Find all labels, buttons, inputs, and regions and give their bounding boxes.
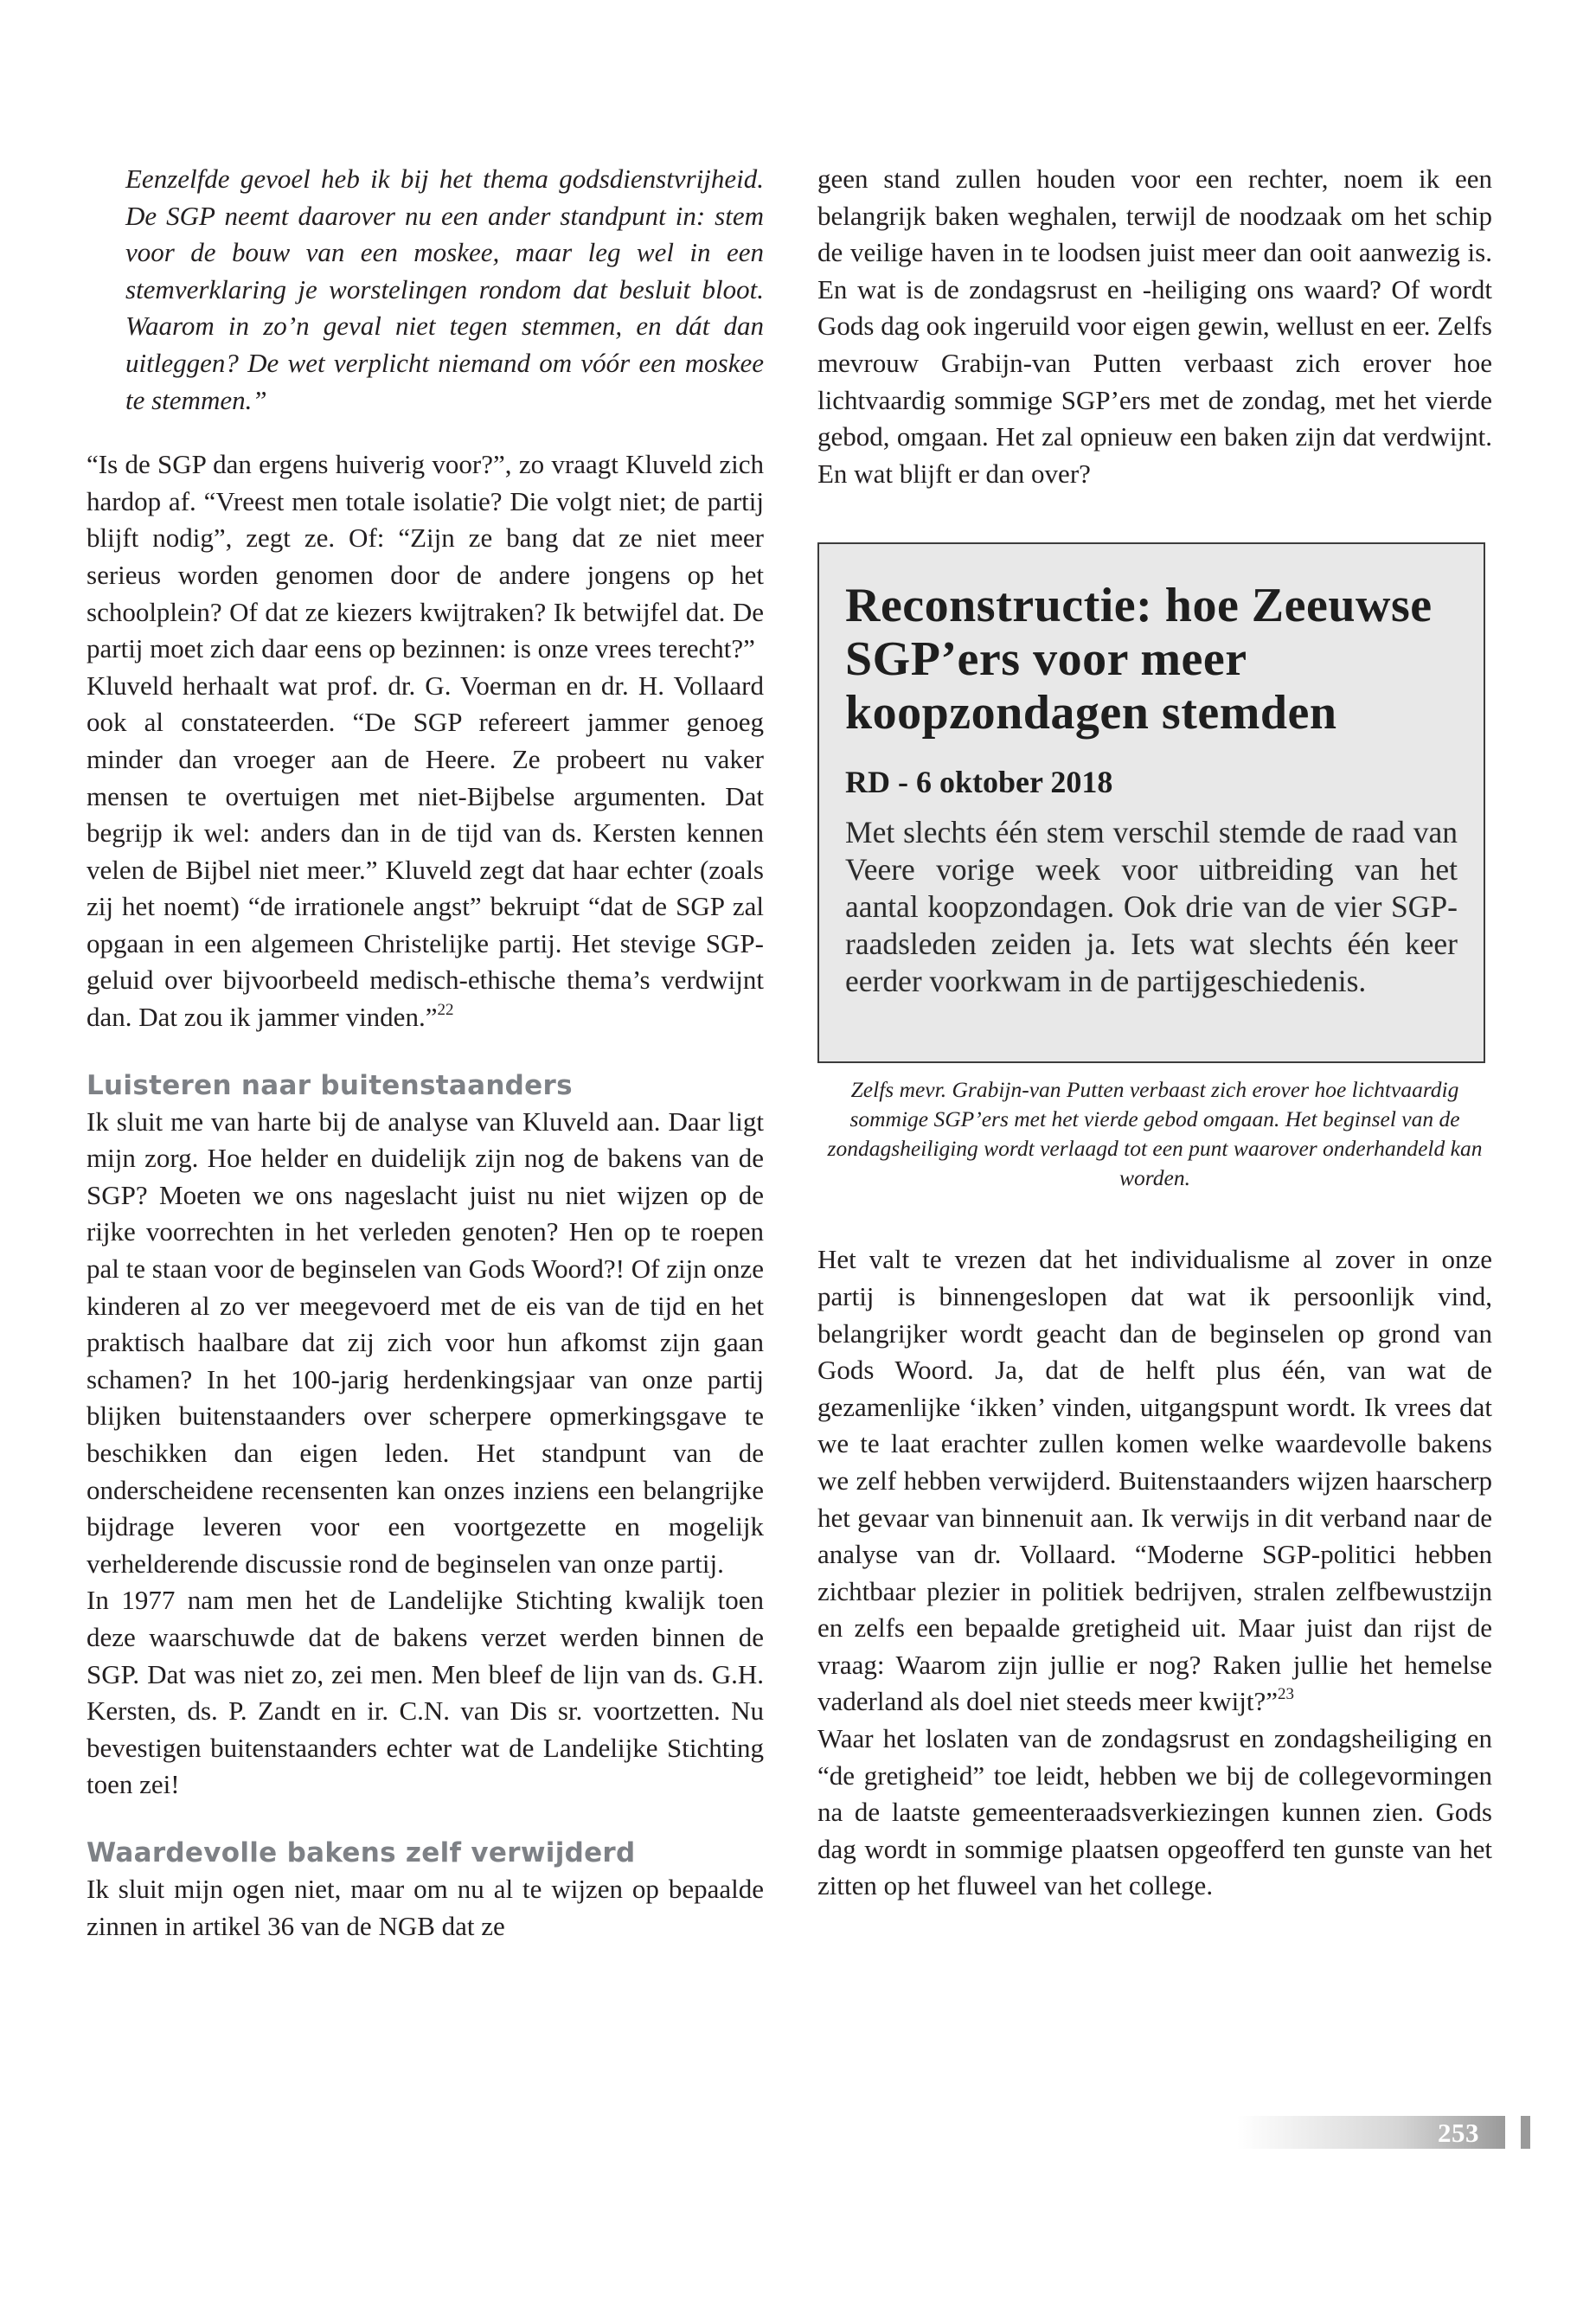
paragraph: “Is de SGP dan ergens huiverig voor?”, zo vraagt Kluveld zich hardop af. “Vreest men totale isolatie? Die volgt niet; de partij blijft nodig”, zegt ze. Of: “Zijn ze bang dat ze niet meer serieus worden genomen door de andere jongens op het schoolplein? Of dat ze kiezers kwijtraken? Ik betwijfel dat. De partij moet zich daar eens op bezinnen: is onze vrees terecht?” [87,449,764,664]
footer-bar [1521,2116,1530,2149]
right-column [817,161,1492,1905]
paragraph: Ik sluit me van harte bij de analyse van Kluveld aan. Daar ligt mijn zorg. Hoe helder en duidelijk zijn nog de bakens van de SGP? Moeten we ons nageslacht juist nu niet wijzen op de rijke voorrechten in het verleden genoten? Hen op te roepen pal te staan voor de beginselen van Gods Woord?! Of zijn onze kinderen al zo ver meegevoerd met de eis van de tijd en het praktisch haalbare dat zij zich voor hun afkomst zijn gaan schamen? In het 100-jarig herdenkingsjaar van onze partij blijken buitenstaanders over scherpere opmerkingsgave te beschikken dan eigen leden. Het standpunt van de onderscheidene recensenten kan onzes inziens een belangrijke bijdrage leveren voor een voortgezette en mogelijk verhelderende discussie rond de beginselen van onze partij. [87,1106,764,1579]
clipping-source: RD - 6 oktober 2018 [845,765,1113,800]
clipping-caption: Zelfs mevr. Grabijn-van Putten verbaast zich erover hoe lichtvaardig sommige SGP’ers met het vierde gebod omgaan. Het beginsel van de zondagsheiliging wordt verlaagd tot een punt waarover onderhandeld kan worden. [827,1077,1483,1191]
paragraph-text: Het valt te vrezen dat het individualisme al zover in onze partij is binnengeslopen dat wat ik persoonlijk vind, belangrijker wordt geacht dan de beginselen op grond van Gods Woord. Ja, dat de helft plus één, van wat de gezamenlijke ‘ikken’ vinden, uitgangspunt wordt. Ik vrees dat we te laat erachter zullen komen welke waardevolle bakens we zelf hebben verwijderd. Buitenstaanders wijzen haarscherp het gevaar van binnenuit aan. Ik verwijs in dit verband naar de analyse van dr. Vollaard. “Moderne SGP-politici hebben zichtbaar plezier in politiek bedrijven, stralen zelfbewustzijn en zelfs een bepaalde gretigheid uit. Maar juist dan rijst de vraag: Waarom zijn jullie er nog? Raken jullie het hemelse vaderland als doel niet steeds meer kwijt?” [817,1244,1492,1717]
page-footer [1237,2116,1505,2149]
footnote-marker: 22 [437,1001,454,1020]
paragraph: geen stand zullen houden voor een rechter, noem ik een belangrijk baken weghalen, terwijl de noodzaak om het schip de veilige haven in te loodsen juist meer dan ooit aanwezig is. En wat is de zondagsrust en -heiliging ons waard? Of wordt Gods dag ook ingeruild voor eigen gewin, wellust en eer. Zelfs mevrouw Grabijn-van Putten verbaast zich erover hoe lichtvaardig sommige SGP’ers met de zondag, met het vierde gebod, omgaan. Het zal opnieuw een baken zijn dat verdwijnt. En wat blijft er dan over? [817,163,1492,489]
section-heading: Luisteren naar buitenstaanders [87,1069,573,1101]
paragraph [817,1241,1492,1721]
section-heading: Waardevolle bakens zelf verwijderd [87,1836,636,1868]
footnote-marker: 23 [1277,1685,1294,1704]
page-number: 253 [1438,2118,1479,2148]
paragraph-text: Kluveld herhaalt wat prof. dr. G. Voerman en dr. H. Vollaard ook al constateerden. “De SGP refereert jammer genoeg minder dan vroeger aan de Heere. Ze probeert nu vaker mensen te overtuigen met niet-Bijbelse argumenten. Dat begrijp ik wel: anders dan in de tijd van ds. Kersten kennen velen de Bijbel niet meer.” Kluveld zegt dat haar echter (zoals zij het noemt) “de irrationele angst” bekruipt “dat de SGP zal opgaan in een algemeen Christelijke partij. Het stevige SGP-geluid over bijvoorbeeld medisch-ethische thema’s verdwijnt dan. Dat zou ik jammer vinden.” [87,670,764,1033]
indented-quote: Eenzelfde gevoel heb ik bij het thema godsdienstvrijheid. De SGP neemt daarover nu een ander standpunt in: stem voor de bouw van een moskee, maar leg wel in een stemverklaring je worstelingen rondom dat besluit bloot. Waarom in zo’n geval niet tegen stemmen, en dát dan uitleggen? De wet verplicht niemand om vóór een moskee te stemmen.” [125,163,764,415]
paragraph: Ik sluit mijn ogen niet, maar om nu al te wijzen op bepaalde zinnen in artikel 36 van de NGB dat ze [87,1873,764,1941]
paragraph: In 1977 nam men het de Landelijke Stichting kwalijk toen deze waarschuwde dat de bakens verzet werden binnen de SGP. Dat was niet zo, zei men. Men bleef de lijn van ds. G.H. Kersten, ds. P. Zandt en ir. C.N. van Dis sr. voortzetten. Nu bevestigen buitenstaanders echter wat de Landelijke Stichting toen zei! [87,1585,764,1800]
newspaper-clipping [817,542,1485,1063]
paragraph: Waar het loslaten van de zondagsrust en zondagsheiliging en “de gretigheid” toe leidt, hebben we bij de collegevormingen na de laatste gemeenteraadsverkiezingen kunnen zien. Gods dag wordt in sommige plaatsen opgeofferd ten gunste van het zitten op het fluweel van het college. [817,1723,1492,1901]
paragraph [87,668,764,1036]
clipping-body: Met slechts één stem verschil stemde de raad van Veere vorige week voor uitbreiding van het aantal koopzondagen. Ook drie van de vier SGP-raadsleden zeiden ja. Iets wat slechts één keer eerder voorkwam in de partijgeschiedenis. [845,815,1458,999]
left-column [87,161,764,1945]
clipping-headline: Reconstructie: hoe Zeeuwse SGP’ers voor meer koopzondagen stemden [845,579,1433,740]
